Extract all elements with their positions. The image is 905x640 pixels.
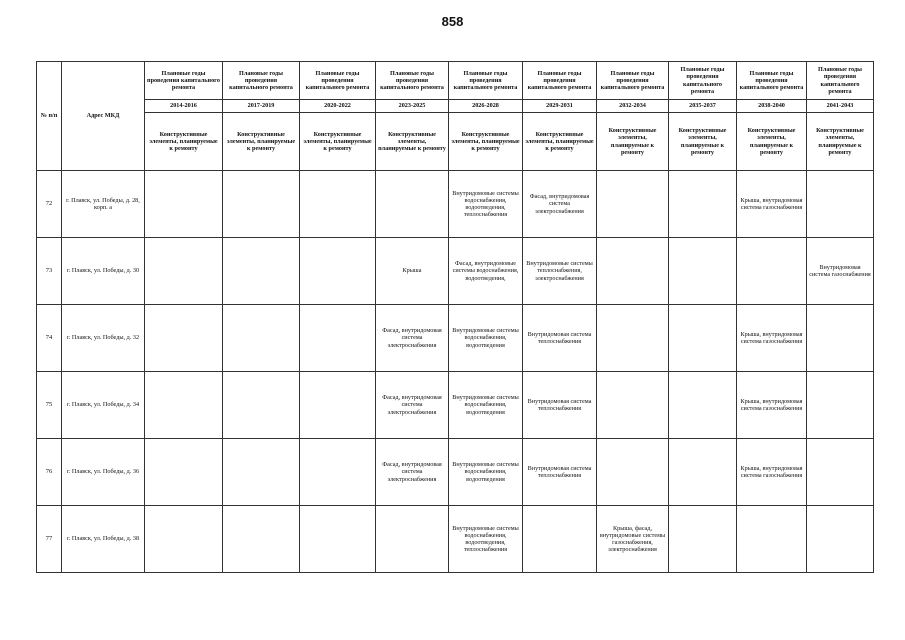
table-cell: Внутридомовая система газоснабжения <box>807 238 874 305</box>
table-cell <box>597 305 669 372</box>
row-number: 73 <box>37 238 62 305</box>
table-cell: Фасад, внутридомовая система электроснабжения <box>376 305 449 372</box>
row-number: 74 <box>37 305 62 372</box>
table-cell <box>376 171 449 238</box>
table-cell <box>737 238 807 305</box>
header-row-title <box>37 62 874 100</box>
table-cell: Внутридомовые системы водоснабжения, водоотведения <box>449 372 523 439</box>
table-row <box>37 439 874 506</box>
table-cell: Внутридомовые системы водоснабжения, водоотведения, теплоснабжения <box>449 506 523 573</box>
row-address: г. Плавск, ул. Победы, д. 38 <box>62 506 145 573</box>
table-cell <box>145 439 223 506</box>
table-row <box>37 506 874 573</box>
table-cell <box>145 171 223 238</box>
table-cell <box>300 171 376 238</box>
row-address: г. Плавск, ул. Победы, д. 36 <box>62 439 145 506</box>
period-header: Плановые годы проведения капитального ремонта <box>669 62 737 100</box>
period-range: 2020-2022 <box>300 100 376 113</box>
period-header: Плановые годы проведения капитального ремонта <box>597 62 669 100</box>
header-row-periods <box>37 100 874 113</box>
table-cell <box>145 238 223 305</box>
table-cell: Внутридомовые системы теплоснабжения, электроснабжения <box>523 238 597 305</box>
table-cell <box>223 171 300 238</box>
elements-header: Конструктивные элементы, планируемые к ремонту <box>523 113 597 171</box>
row-address: г. Плавск, ул. Победы, д. 34 <box>62 372 145 439</box>
period-range: 2032-2034 <box>597 100 669 113</box>
table-cell <box>807 305 874 372</box>
period-header: Плановые годы проведения капитального ремонта <box>523 62 597 100</box>
period-header: Плановые годы проведения капитального ремонта <box>223 62 300 100</box>
table-cell: Внутридомовая система теплоснабжения <box>523 439 597 506</box>
table-cell <box>523 506 597 573</box>
period-range: 2035-2037 <box>669 100 737 113</box>
table-row <box>37 372 874 439</box>
table-cell <box>145 305 223 372</box>
period-range: 2017-2019 <box>223 100 300 113</box>
table-cell: Внутридомовые системы водоснабжения, водоотведения <box>449 439 523 506</box>
row-number: 72 <box>37 171 62 238</box>
table-cell <box>223 305 300 372</box>
table-cell <box>300 372 376 439</box>
row-number: 75 <box>37 372 62 439</box>
elements-header: Конструктивные элементы, планируемые к ремонту <box>449 113 523 171</box>
row-address: г. Плавск, ул. Победы, д. 28, корп. а <box>62 171 145 238</box>
table-cell <box>300 506 376 573</box>
period-range: 2026-2028 <box>449 100 523 113</box>
table-cell <box>223 506 300 573</box>
table-cell: Фасад, внутридомовые системы водоснабжения, водоотведения, <box>449 238 523 305</box>
period-header: Плановые годы проведения капитального ремонта <box>807 62 874 100</box>
table-cell: Фасад, внутридомовая система электроснабжения <box>376 439 449 506</box>
table-cell <box>300 238 376 305</box>
table-cell <box>145 506 223 573</box>
num-header: № п/п <box>37 62 62 171</box>
elements-header: Конструктивные элементы, планируемые к ремонту <box>669 113 737 171</box>
table-cell <box>807 372 874 439</box>
period-header: Плановые годы проведения капитального ремонта <box>737 62 807 100</box>
period-header: Плановые годы проведения капитального ремонта <box>145 62 223 100</box>
table-cell <box>737 506 807 573</box>
table-cell: Крыша, фасад, внутридомовые системы газоснабжения, электроснабжения <box>597 506 669 573</box>
table-cell: Внутридомовые системы водоснабжения, водоотведения <box>449 305 523 372</box>
period-header: Плановые годы проведения капитального ремонта <box>449 62 523 100</box>
elements-header: Конструктивные элементы, планируемые к ремонту <box>376 113 449 171</box>
elements-header: Конструктивные элементы, планируемые к ремонту <box>300 113 376 171</box>
period-range: 2029-2031 <box>523 100 597 113</box>
table-cell: Крыша, внутридомовая система газоснабжения <box>737 439 807 506</box>
table-cell: Внутридомовые системы водоснабжения, водоотведения, теплоснабжения <box>449 171 523 238</box>
row-number: 77 <box>37 506 62 573</box>
period-header: Плановые годы проведения капитального ремонта <box>300 62 376 100</box>
table-cell <box>223 238 300 305</box>
table-cell: Внутридомовая система теплоснабжения <box>523 305 597 372</box>
table-cell: Внутридомовая система теплоснабжения <box>523 372 597 439</box>
table-cell <box>597 171 669 238</box>
table-cell <box>807 506 874 573</box>
elements-header: Конструктивные элементы, планируемые к ремонту <box>597 113 669 171</box>
row-address: г. Плавск, ул. Победы, д. 30 <box>62 238 145 305</box>
period-range: 2023-2025 <box>376 100 449 113</box>
table-cell <box>597 372 669 439</box>
table-cell <box>223 439 300 506</box>
table-cell <box>597 439 669 506</box>
table-cell <box>376 506 449 573</box>
elements-header: Конструктивные элементы, планируемые к ремонту <box>737 113 807 171</box>
table-row <box>37 305 874 372</box>
table-cell <box>669 506 737 573</box>
table-row <box>37 238 874 305</box>
table-cell <box>223 372 300 439</box>
period-range: 2041-2043 <box>807 100 874 113</box>
page-number: 858 <box>441 14 464 29</box>
table-cell <box>669 238 737 305</box>
table-cell: Фасад, внутридомовая система электроснабжения <box>376 372 449 439</box>
table-cell <box>145 372 223 439</box>
table-row <box>37 171 874 238</box>
row-address: г. Плавск, ул. Победы, д. 32 <box>62 305 145 372</box>
elements-header: Конструктивные элементы, планируемые к ремонту <box>145 113 223 171</box>
table-cell <box>669 372 737 439</box>
row-number: 76 <box>37 439 62 506</box>
table-cell <box>669 171 737 238</box>
header-row-elements <box>37 113 874 171</box>
period-range: 2038-2040 <box>737 100 807 113</box>
table-cell: Крыша, внутридомовая система газоснабжения <box>737 372 807 439</box>
table-cell <box>597 238 669 305</box>
table-cell <box>669 305 737 372</box>
period-range: 2014-2016 <box>145 100 223 113</box>
table-cell <box>300 439 376 506</box>
table-cell <box>807 439 874 506</box>
table-cell: Крыша, внутридомовая система газоснабжения <box>737 171 807 238</box>
table-cell <box>669 439 737 506</box>
capital-repair-table <box>36 61 874 573</box>
elements-header: Конструктивные элементы, планируемые к ремонту <box>223 113 300 171</box>
table-cell: Крыша <box>376 238 449 305</box>
elements-header: Конструктивные элементы, планируемые к ремонту <box>807 113 874 171</box>
table-cell <box>300 305 376 372</box>
table-cell: Фасад, внутридомовая система электроснабжения <box>523 171 597 238</box>
address-header: Адрес МКД <box>62 62 145 171</box>
table-cell: Крыша, внутридомовая система газоснабжения <box>737 305 807 372</box>
period-header: Плановые годы проведения капитального ремонта <box>376 62 449 100</box>
table-cell <box>807 171 874 238</box>
